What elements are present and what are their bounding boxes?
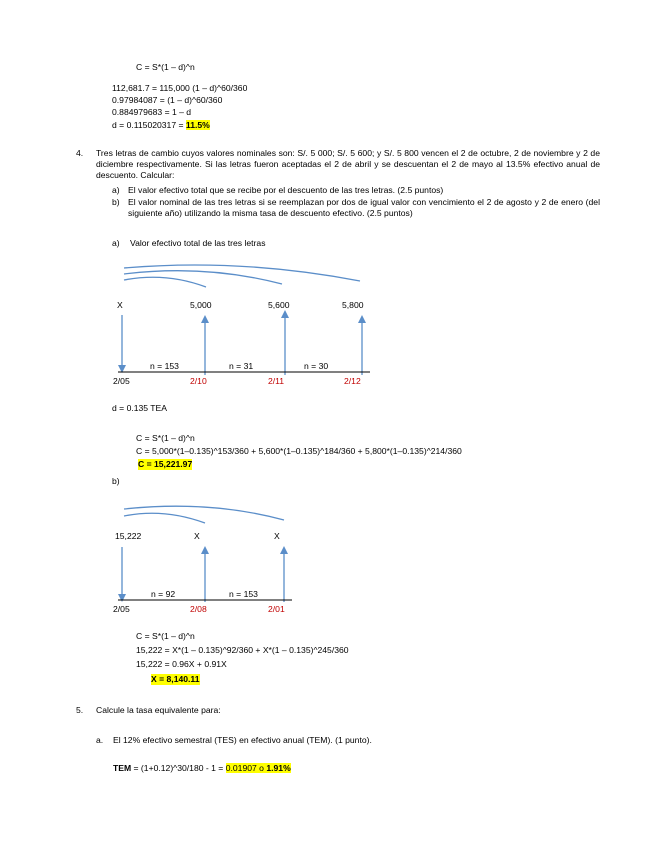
diagram2-date-start: 2/05 <box>113 604 130 614</box>
diagram2-date-jan: 2/01 <box>268 604 285 614</box>
intro-line-4-text: d = 0.115020317 = <box>112 120 186 130</box>
diagram2-period-1: n = 92 <box>151 589 176 599</box>
q5-tem-line <box>113 763 291 774</box>
sol-b-line-2: 15,222 = 0.96X + 0.91X <box>136 659 227 669</box>
q5-tem-result-decimal: 0.01907 <box>225 763 257 773</box>
sol-a-expression: C = 5,000*(1–0.135)^153/360 + 5,600*(1–0.135)^184/360 + 5,800*(1–0.135)^214/360 <box>136 446 462 456</box>
diagram2-curve-2 <box>124 513 205 523</box>
intro-line-3: 0.884979683 = 1 – d <box>112 107 192 117</box>
sol-a-result: C = 15,221.97 <box>138 459 193 469</box>
q5-a-label: a. <box>96 735 104 745</box>
intro-line-2: 0.97984087 = (1 – d)^60/360 <box>112 95 223 105</box>
q4-b-label: b) <box>112 197 120 207</box>
intro-result-highlight: 11.5% <box>185 120 210 130</box>
sol-a-title: Valor efectivo total de las tres letras <box>130 238 266 248</box>
diagram1-value-5800: 5,800 <box>342 300 364 310</box>
diagram2-value-x-2: X <box>274 531 280 541</box>
q5-number: 5. <box>76 705 84 715</box>
q5-a-text: El 12% efectivo semestral (TES) en efectivo anual (TEM). (1 punto). <box>113 735 372 745</box>
diagram2-date-aug: 2/08 <box>190 604 207 614</box>
diagram1-value-5000: 5,000 <box>190 300 212 310</box>
intro-formula: C = S*(1 – d)^n <box>136 62 195 72</box>
sol-b-label: b) <box>112 476 120 486</box>
q4-a-label: a) <box>112 185 120 195</box>
diagram1-date-dec: 2/12 <box>344 376 361 386</box>
diagram1-date-oct: 2/10 <box>190 376 207 386</box>
q4-number: 4. <box>76 148 84 158</box>
q4-b-text: El valor nominal de las tres letras si se reemplazan por dos de igual valor con vencimiento el 2 de agosto y 2 de enero (del siguiente año) utilizando la misma tasa de descuento efectivo. (2.5 puntos) <box>128 197 600 218</box>
sol-a-formula: C = S*(1 – d)^n <box>136 433 195 443</box>
diagram2-period-2: n = 153 <box>229 589 258 599</box>
q5-tem-result-percent: 1.91% <box>266 763 291 773</box>
q5-statement: Calcule la tasa equivalente para: <box>96 705 221 715</box>
sol-b-result: X = 8,140.11 <box>151 674 200 684</box>
q4-a-text: El valor efectivo total que se recibe por el descuento de las tres letras. (2.5 puntos) <box>128 185 444 195</box>
sol-b-line-1: 15,222 = X*(1 – 0.135)^92/360 + X*(1 – 0.135)^245/360 <box>136 645 349 655</box>
q4-statement: Tres letras de cambio cuyos valores nominales son: S/. 5 000; S/. 5 600; y S/. 5 800 vencen el 2 de octubre, 2 de noviembre y 2 de diciembre respectivamente. Si las letras fueron aceptadas el 2 de abril y se descuentan el 2 de mayo al 13.5% efectivo anual de descuento. Calcular: <box>96 148 600 180</box>
sol-a-rate: d = 0.135 TEA <box>112 403 168 413</box>
diagram1-value-x: X <box>117 300 123 310</box>
diagram1-period-3: n = 30 <box>304 361 329 371</box>
diagram1-period-1: n = 153 <box>150 361 179 371</box>
intro-line-1: 112,681.7 = 115,000 (1 – d)^60/360 <box>112 83 248 93</box>
diagram1-date-start: 2/05 <box>113 376 130 386</box>
sol-a-label: a) <box>112 238 120 248</box>
diagram1-date-nov: 2/11 <box>268 376 285 386</box>
diagram2-value-x-1: X <box>194 531 200 541</box>
q5-tem-expression: = (1+0.12)^30/180 - 1 = <box>131 763 226 773</box>
diagram1-value-5600: 5,600 <box>268 300 290 310</box>
diagram2-value-15222: 15,222 <box>115 531 142 541</box>
q5-tem-label: TEM <box>113 763 132 773</box>
q5-tem-connector: o <box>256 763 267 773</box>
sol-b-formula: C = S*(1 – d)^n <box>136 631 195 641</box>
diagram1-period-2: n = 31 <box>229 361 254 371</box>
